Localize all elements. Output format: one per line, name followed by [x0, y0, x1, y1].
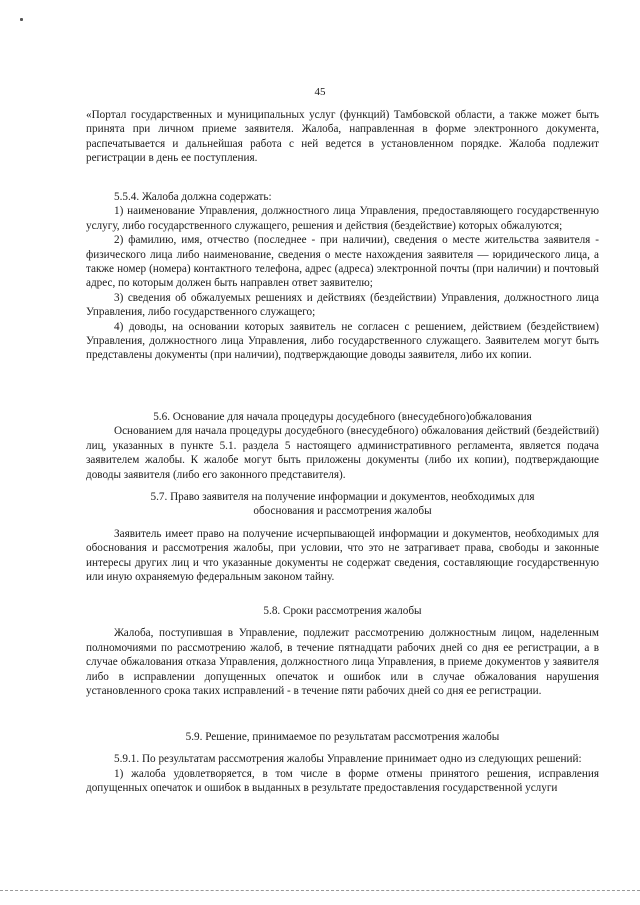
paragraph-text: Основанием для начала процедуры досудебного (внесудебного) обжалования действий (бездействий) лиц, указанных в пункте 5.1. раздела 5 настоящего административного регламента, является подача заявителем жалобы. К жалобе могут быть приложены документы (либо их копии), подтверждающие доводы заявителя (либо его законного представителя).	[86, 425, 599, 481]
spacer	[86, 618, 599, 626]
list-item: 3) сведения об обжалуемых решениях и действиях (бездействии) Управления, должностного лица Управления, либо государственного служащего;	[86, 291, 599, 319]
list-item: 4) доводы, на основании которых заявитель не согласен с решением, действием (бездействием) Управления, должностного лица Управления, либо государственного служащего. Заявителем могут быть представлены документы (при наличии), подтверждающие доводы заявителя, либо их копии.	[86, 320, 599, 362]
section-5-8	[86, 604, 599, 698]
paragraph-text: «Портал государственных и муниципальных услуг (функций) Тамбовской области, а также может быть принята при личном приеме заявителя. Жалоба, направленная в форме электронного документа, распечатывается и дальнейшая работа с ней ведется в установленном порядке. Жалоба подлежит регистрации в день ее поступления.	[86, 109, 599, 165]
section-heading: 5.5.4. Жалоба должна содержать:	[114, 191, 272, 203]
paragraph-text: 5.9.1. По результатам рассмотрения жалобы Управление принимает одно из следующих решений:	[114, 753, 582, 766]
scan-speck	[20, 18, 23, 21]
section-heading: 5.6. Основание для начала процедуры досудебного (внесудебного)обжалования	[153, 411, 532, 423]
section-5-7	[86, 490, 599, 584]
section-heading: 5.8. Сроки рассмотрения жалобы	[263, 605, 422, 617]
list-item: 1) наименование Управления, должностного лица Управления, предоставляющего государственную услугу, либо государственного служащего, решения и действия (бездействие) которых обжалуются;	[86, 205, 599, 232]
spacer	[86, 519, 599, 527]
section-5-9	[86, 730, 599, 796]
paragraph-text: Жалоба, поступившая в Управление, подлежит рассмотрению должностным лицом, наделенным полномочиями по рассмотрению жалоб, в течение пятнадцати рабочих дней со дня ее регистрации, а в случае обжалования отказа Управления, должностного лица Управления, в приеме документов у заявителя либо в исправлении допущенных опечаток и ошибок или в случае обжалования нарушения установленного срока таких исправлений - в течение пяти рабочих дней со дня ее регистрации.	[86, 627, 599, 698]
page-number: 45	[314, 86, 326, 98]
scan-edge-line	[0, 890, 640, 891]
paragraph-portal	[86, 108, 599, 166]
section-heading: обоснования и рассмотрения жалобы	[253, 505, 432, 518]
section-5-6	[86, 410, 599, 482]
section-heading: 5.7. Право заявителя на получение информации и документов, необходимых для	[150, 491, 535, 503]
paragraph-text: Заявитель имеет право на получение исчерпывающей информации и документов, необходимых для обоснования и рассмотрения жалобы, при условии, что это не затрагивает права, свободы и законные интересы других лиц и что указанные документы не содержат сведения, составляющие государственную или иную охраняемую федеральным законом тайну.	[86, 527, 599, 584]
list-item: 1) жалоба удовлетворяется, в том числе в форме отмены принятого решения, исправления допущенных опечаток и ошибок в выданных в результате предоставления государственной услуги	[86, 767, 599, 795]
section-5-5-4	[86, 190, 599, 363]
spacer	[86, 744, 599, 752]
section-heading: 5.9. Решение, принимаемое по результатам рассмотрения жалобы	[185, 731, 500, 743]
list-item: 2) фамилию, имя, отчество (последнее - при наличии), сведения о месте жительства заявителя - физического лица либо наименование, сведения о месте нахождения заявителя — юридического лица, а также номер (номера) контактного телефона, адрес (адреса) электронной почты (при наличии) и почтовый адрес, по которым должен быть направлен ответ заявителю;	[86, 234, 599, 290]
